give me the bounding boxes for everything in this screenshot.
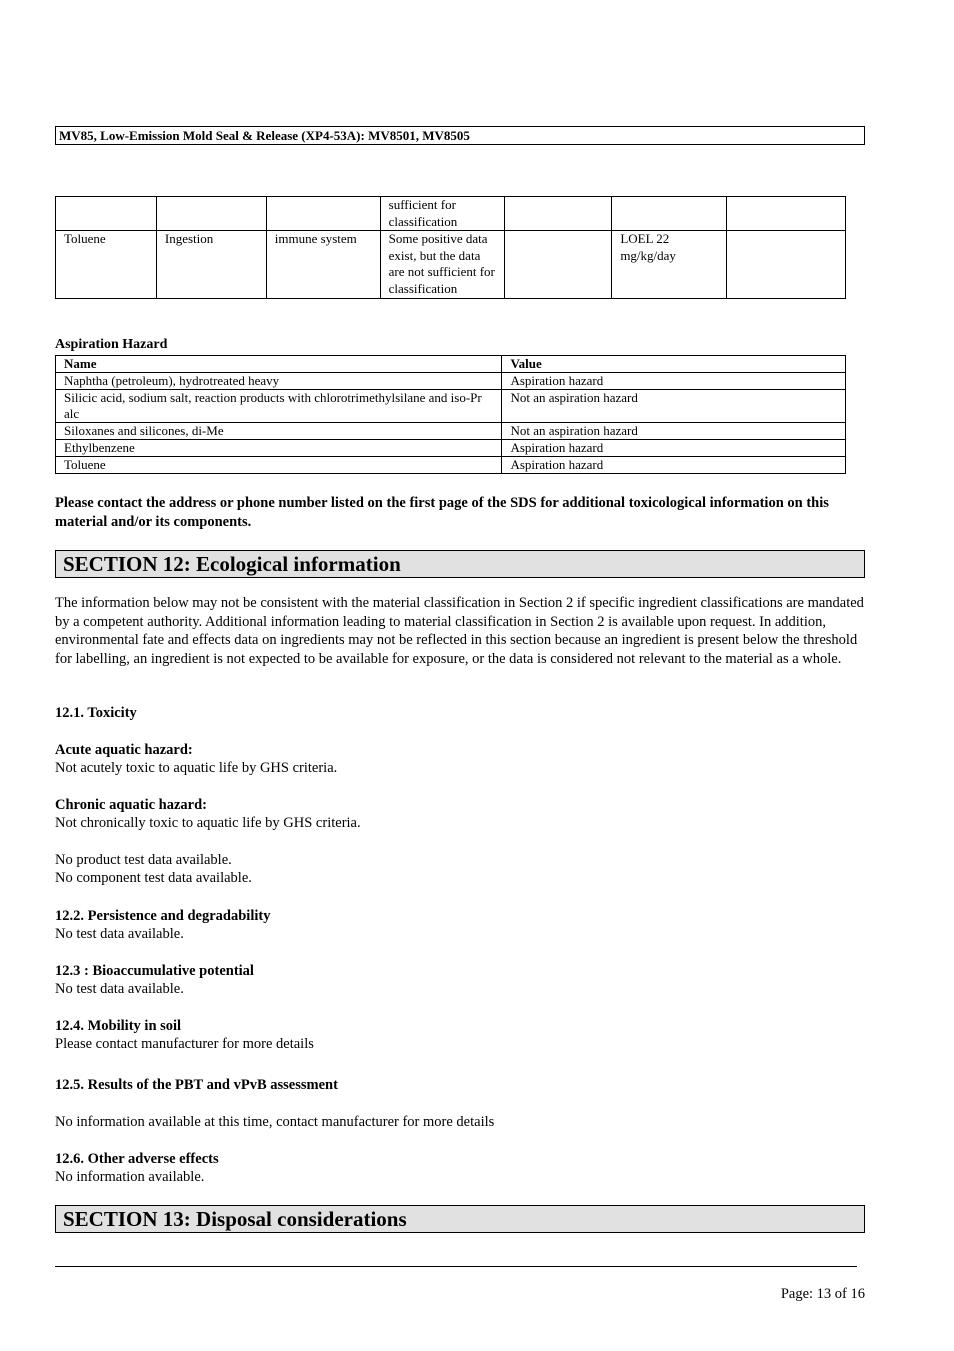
table-cell: Ethylbenzene <box>56 440 502 457</box>
other-effects-heading: 12.6. Other adverse effects <box>55 1151 219 1167</box>
aspiration-hazard-caption: Aspiration Hazard <box>55 337 168 352</box>
mobility-heading: 12.4. Mobility in soil <box>55 1018 182 1034</box>
section-12-heading: SECTION 12: Ecological information <box>55 550 865 578</box>
document-title: MV85, Low-Emission Mold Seal & Release (XP4-53A): MV8501, MV8505 <box>55 126 865 145</box>
no-component-data-text: No component test data available. <box>55 870 252 886</box>
acute-hazard-text: Not acutely toxic to aquatic life by GHS criteria. <box>55 760 338 776</box>
table-row <box>56 197 846 231</box>
aspiration-hazard-table <box>55 355 846 474</box>
section-12-intro: The information below may not be consistent with the material classification in Section 2 if specific ingredient classifications are mandated by a competent authority. Additional information leading to material classification in Section 2 is available upon request. In addition, environmental fate and effects data on ingredients may not be reflected in this section because an ingredient is present below the threshold for labelling, an ingredient is not expected to be available for exposure, or the data is considered not relevant to the material as a whole. <box>55 595 864 667</box>
table-cell <box>504 231 612 298</box>
table-row <box>56 231 846 298</box>
table-row <box>56 423 846 440</box>
table-cell <box>56 197 157 231</box>
no-product-data-text: No product test data available. <box>55 852 232 868</box>
pbt-heading: 12.5. Results of the PBT and vPvB assessment <box>55 1077 338 1093</box>
table-row <box>56 457 846 474</box>
table-cell: immune system <box>266 231 380 298</box>
table-cell: Aspiration hazard <box>502 440 846 457</box>
table-cell: sufficient for classification <box>380 197 504 231</box>
table-cell: Naphtha (petroleum), hydrotreated heavy <box>56 373 502 390</box>
table-cell: Aspiration hazard <box>502 457 846 474</box>
table-cell: Toluene <box>56 457 502 474</box>
table-cell <box>504 197 612 231</box>
table-cell <box>727 231 846 298</box>
table-cell: Not an aspiration hazard <box>502 423 846 440</box>
table-cell: Some positive data exist, but the data are not sufficient for classification <box>380 231 504 298</box>
table-cell: Toluene <box>56 231 157 298</box>
acute-hazard-heading: Acute aquatic hazard: <box>55 742 193 758</box>
contact-note: Please contact the address or phone number listed on the first page of the SDS for additional toxicological information on this material and/or its components. <box>55 495 829 530</box>
table-cell: Not an aspiration hazard <box>502 390 846 423</box>
pbt-text: No information available at this time, contact manufacturer for more details <box>55 1114 495 1130</box>
table-cell: Ingestion <box>156 231 266 298</box>
table-header-row <box>56 356 846 373</box>
persistence-text: No test data available. <box>55 926 184 942</box>
table-cell <box>612 197 727 231</box>
bioaccumulative-text: No test data available. <box>55 981 184 997</box>
column-header-value: Value <box>502 356 846 373</box>
table-row <box>56 440 846 457</box>
section-13-heading: SECTION 13: Disposal considerations <box>55 1205 865 1233</box>
page-number: Page: 13 of 16 <box>780 1286 865 1302</box>
other-effects-text: No information available. <box>55 1169 205 1185</box>
footer-divider <box>55 1266 857 1267</box>
table-cell: Siloxanes and silicones, di-Me <box>56 423 502 440</box>
table-row <box>56 390 846 423</box>
mobility-text: Please contact manufacturer for more details <box>55 1036 314 1052</box>
table-cell <box>727 197 846 231</box>
column-header-name: Name <box>56 356 502 373</box>
table-row <box>56 373 846 390</box>
chronic-hazard-heading: Chronic aquatic hazard: <box>55 797 207 813</box>
persistence-heading: 12.2. Persistence and degradability <box>55 908 271 924</box>
table-cell: Aspiration hazard <box>502 373 846 390</box>
table-cell <box>156 197 266 231</box>
table-cell: LOEL 22 mg/kg/day <box>612 231 727 298</box>
bioaccumulative-heading: 12.3 : Bioaccumulative potential <box>55 963 254 979</box>
toxicity-heading: 12.1. Toxicity <box>55 705 137 721</box>
chronic-hazard-text: Not chronically toxic to aquatic life by GHS criteria. <box>55 815 361 831</box>
table-cell <box>266 197 380 231</box>
toxicology-table <box>55 196 846 299</box>
table-cell: Silicic acid, sodium salt, reaction products with chlorotrimethylsilane and iso-Pr alc <box>56 390 502 423</box>
